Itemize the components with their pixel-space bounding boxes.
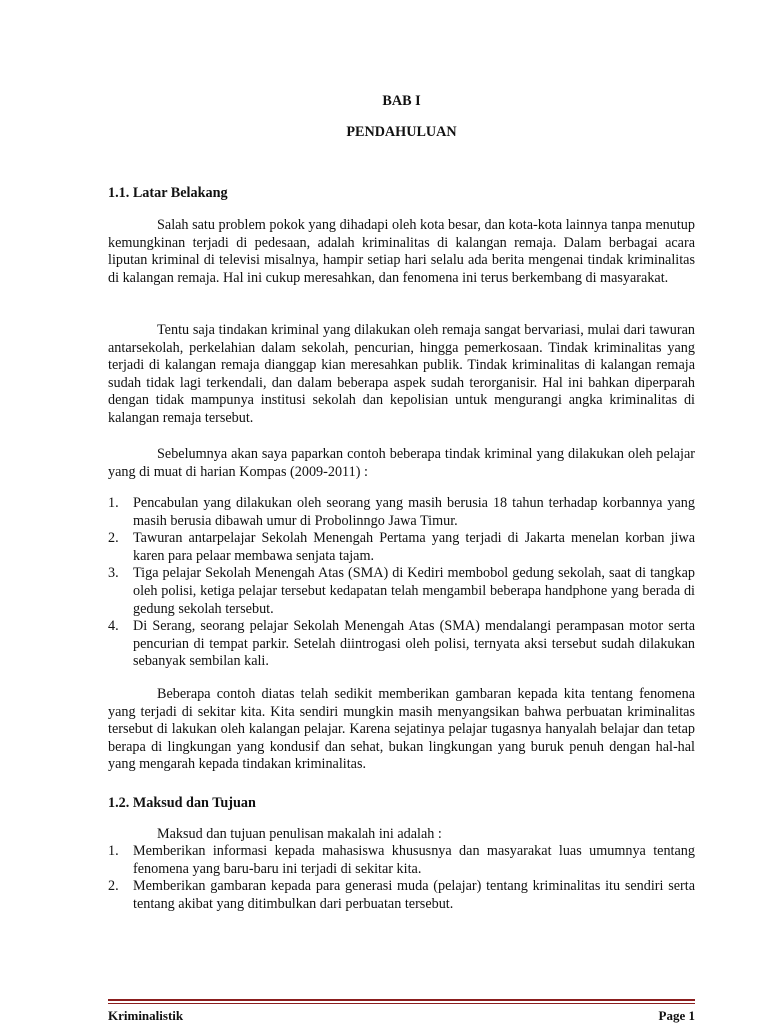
- list-item: [108, 530, 695, 565]
- section-heading-latar-belakang: 1.1. Latar Belakang: [108, 185, 228, 201]
- document-page: [108, 0, 695, 1024]
- purpose-list: [108, 843, 695, 913]
- paragraph: Tentu saja tindakan kriminal yang dilakukan oleh remaja sangat bervariasi, mulai dari tawuran antarsekolah, perkelahian dalam sekolah, pencurian, hingga pemerkosaan. Tindak kriminalitas yang terjadi di kalangan remaja dianggap kian meresahkan publik. Tindak kriminalitas di kalangan remaja sudah tidak lagi terkendali, dan dalam beberapa aspek sudah terorganisir. Hal ini bahkan diperparah dengan tidak mampunya institusi sekolah dan kepolisian untuk mengurangi angka kriminalitas di kalangan remaja tersebut.: [108, 322, 695, 426]
- paragraph: Beberapa contoh diatas telah sedikit memberikan gambaran kepada kita tentang fenomena yang terjadi di sekitar kita. Kita sendiri mungkin masih menyangsikan bahwa perbuatan kriminalitas tersebut di lakukan oleh kalangan pelajar. Karena sejatinya pelajar tugasnya hanyalah belajar dan tetap berapa di lingkungan yang kondusif dan sehat, bukan lingkungan yang buruk penuh dengan hal-hal yang mengarah kepada tindakan kriminalitas.: [108, 686, 695, 773]
- list-number: 4.: [108, 618, 119, 635]
- paragraph: Maksud dan tujuan penulisan makalah ini adalah :: [157, 826, 442, 842]
- footer-rule-thin: [108, 1003, 695, 1004]
- list-text: Tawuran antarpelajar Sekolah Menengah Pertama yang terjadi di Jakarta menelan korban jiwa karen para pelaar membawa senjata tajam.: [133, 530, 695, 564]
- list-number: 2.: [108, 530, 119, 547]
- list-number: 1.: [108, 843, 119, 859]
- list-text: Di Serang, seorang pelajar Sekolah Menengah Atas (SMA) mendalangi perampasan motor serta pencurian di tempat parkir. Setelah diintrogasi oleh polisi, ternyata aksi tersebut sudah dilakukan sebanyak sembilan kali.: [133, 618, 695, 670]
- section-heading-maksud-tujuan: 1.2. Maksud dan Tujuan: [108, 795, 256, 811]
- chapter-title: PENDAHULUAN: [346, 124, 457, 140]
- list-text: Memberikan gambaran kepada para generasi muda (pelajar) tentang kriminalitas itu sendiri serta tentang akibat yang ditimbulkan dari perbuatan tersebut.: [133, 878, 695, 912]
- example-list: [108, 495, 695, 671]
- page-number: Page 1: [658, 1008, 695, 1023]
- chapter-number: BAB I: [382, 93, 421, 109]
- list-item: [108, 618, 695, 671]
- footer-title: Kriminalistik: [108, 1008, 184, 1023]
- list-text: Memberikan informasi kepada mahasiswa khususnya dan masyarakat luas umumnya tentang fenomena yang baru-baru ini terjadi di sekitar kita.: [133, 843, 695, 877]
- list-text: Pencabulan yang dilakukan oleh seorang yang masih berusia 18 tahun terhadap korbannya yang masih berusia dibawah umur di Probolinngo Jawa Timur.: [133, 495, 695, 529]
- list-number: 2.: [108, 878, 119, 895]
- list-number: 3.: [108, 565, 119, 582]
- list-item: [108, 495, 695, 530]
- list-item: [108, 565, 695, 618]
- list-item: [108, 843, 695, 878]
- list-item: [108, 878, 695, 913]
- footer-rule: [108, 999, 695, 1001]
- paragraph: Sebelumnya akan saya paparkan contoh beberapa tindak kriminal yang dilakukan oleh pelajar yang di muat di harian Kompas (2009-2011) :: [108, 446, 695, 480]
- list-text: Tiga pelajar Sekolah Menengah Atas (SMA) di Kediri membobol gedung sekolah, saat di tangkap oleh polisi, ketiga pelajar tersebut kedapatan telah mengambil beberapa handphone yang berada di gedung sekolah tersebut.: [133, 565, 695, 617]
- paragraph: Salah satu problem pokok yang dihadapi oleh kota besar, dan kota-kota lainnya tanpa menutup kemungkinan terjadi di pedesaan, adalah kriminalitas di kalangan remaja. Dalam berbagai acara liputan kriminal di televisi misalnya, hampir setiap hari selalu ada berita mengenai tindak kriminalitas di kalangan remaja. Hal ini cukup meresahkan, dan fenomena ini terus berkembang di masyarakat.: [108, 217, 695, 286]
- list-number: 1.: [108, 495, 119, 511]
